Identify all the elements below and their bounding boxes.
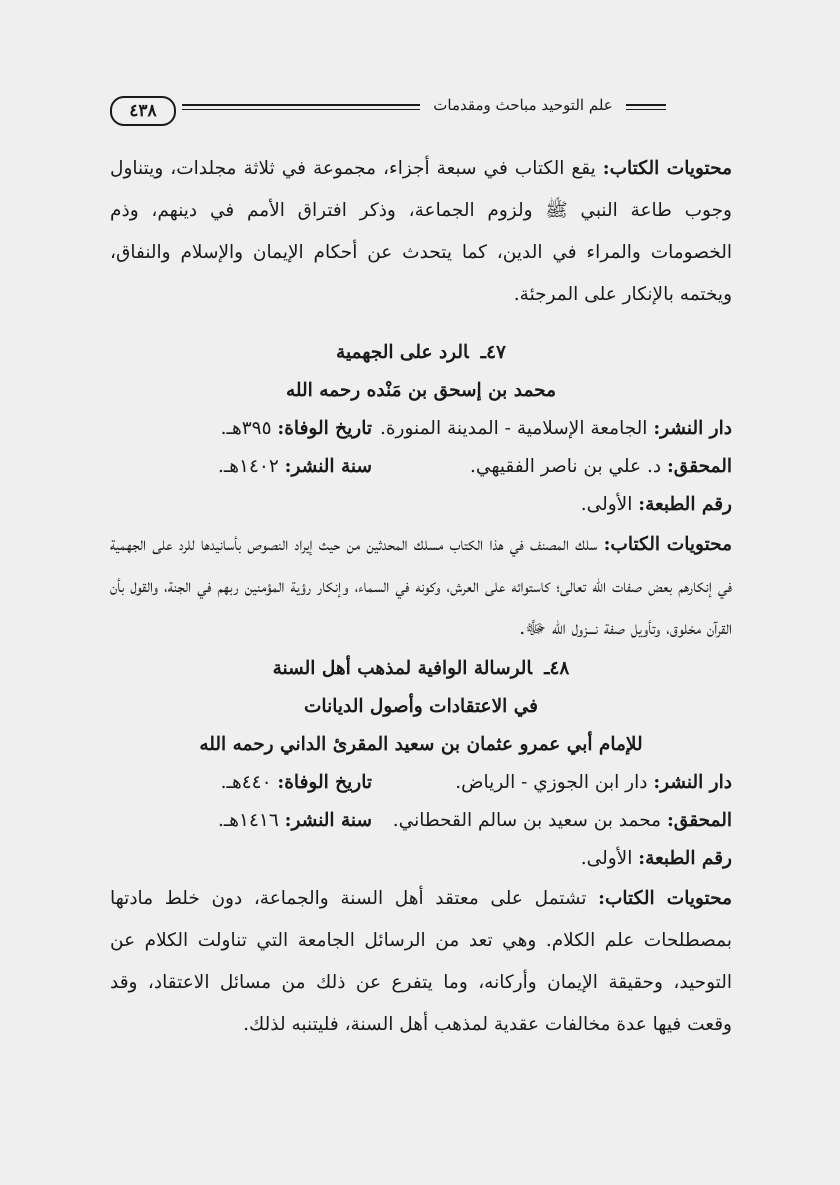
- header-rule-short: [626, 109, 666, 110]
- year-label: سنة النشر:: [284, 456, 372, 477]
- info-row: [110, 802, 732, 840]
- book-contents-paragraph: [110, 524, 732, 650]
- contents-text: تشتمل على معتقد أهل السنة والجماعة، دون خلط مادتها بمصطلحات علم الكلام. وهي تعد من الرسائل الجامعة التي تناولت الكلام عن التوحيد، وحقيقة الإيمان وأركانه، وما يتفرع عن ذلك من مسائل الاعتقاد، وقد وقعت فيها عدة مخالفات عقدية لمذهب أهل السنة، فليتنبه لذلك.: [110, 888, 732, 1035]
- edition-value: الأولى.: [580, 848, 633, 869]
- editor-field: [372, 448, 732, 486]
- edition-field: [581, 486, 732, 524]
- year-field: [110, 802, 372, 840]
- contents-text: سلك المصنف في هذا الكتاب مسلك المحدثين من حيث إيراد النصوص بأسانيدها للرد على الجهمية في إنكارهم بعض صفات الله تعالى؛ كاستوائه على العرش، وكونه في السماء، وإنكار رؤية المؤمنين ربهم في الجنة، والقول بأن القرآن مخلوق، وتأويل صفة نـــزول الله ﷻ.: [110, 534, 732, 639]
- book-title-47: [110, 334, 732, 372]
- info-row: [110, 840, 732, 878]
- editor-field: [372, 802, 732, 840]
- contents-label: محتويات الكتاب:: [603, 534, 732, 555]
- info-row: [110, 410, 732, 448]
- publisher-label: دار النشر:: [653, 418, 732, 439]
- publisher-value: دار ابن الجوزي - الرياض.: [455, 772, 648, 793]
- book-number: ٤٨ـ: [544, 658, 570, 679]
- year-value: ١٤١٦هـ.: [217, 810, 279, 831]
- book-title-text: الرسالة الوافية لمذهب أهل السنة: [272, 658, 533, 679]
- edition-value: الأولى.: [580, 494, 633, 515]
- info-row: [110, 764, 732, 802]
- year-field: [110, 448, 372, 486]
- book-title-line2: في الاعتقادات وأصول الديانات: [304, 696, 538, 717]
- edition-label: رقم الطبعة:: [638, 848, 732, 869]
- edition-label: رقم الطبعة:: [638, 494, 732, 515]
- death-field: [110, 410, 372, 448]
- year-label: سنة النشر:: [284, 810, 372, 831]
- editor-label: المحقق:: [666, 810, 732, 831]
- book-title-text: الرد على الجهمية: [336, 342, 469, 363]
- book-author: محمد بن إسحق بن مَنْده رحمه الله: [285, 380, 557, 401]
- page-body: [110, 148, 732, 1046]
- contents-label: محتويات الكتاب:: [602, 158, 732, 179]
- book-contents-paragraph: [110, 878, 732, 1046]
- death-label: تاريخ الوفاة:: [277, 772, 372, 793]
- death-value: ٣٩٥هـ.: [220, 418, 272, 439]
- editor-value: محمد بن سعيد بن سالم القحطاني.: [392, 810, 662, 831]
- book-author: للإمام أبي عمرو عثمان بن سعيد المقرئ الداني رحمه الله: [199, 734, 643, 755]
- publisher-field: [372, 410, 732, 448]
- year-value: ١٤٠٢هـ.: [217, 456, 279, 477]
- death-label: تاريخ الوفاة:: [277, 418, 372, 439]
- editor-label: المحقق:: [666, 456, 732, 477]
- page-number: ٤٣٨: [110, 96, 176, 126]
- header-rule: [182, 104, 420, 106]
- header-rule-short: [626, 104, 666, 106]
- edition-field: [581, 840, 732, 878]
- publisher-label: دار النشر:: [653, 772, 732, 793]
- editor-value: د. علي بن ناصر الفقيهي.: [470, 456, 662, 477]
- book-title-48: [110, 650, 732, 688]
- publisher-field: [372, 764, 732, 802]
- book-number: ٤٧ـ: [480, 342, 506, 363]
- death-field: [110, 764, 372, 802]
- contents-label: محتويات الكتاب:: [598, 888, 732, 909]
- intro-paragraph: [110, 148, 732, 316]
- publisher-value: الجامعة الإسلامية - المدينة المنورة.: [379, 418, 648, 439]
- info-row: [110, 448, 732, 486]
- contents-text: يقع الكتاب في سبعة أجزاء، مجموعة في ثلاثة مجلدات، ويتناول وجوب طاعة النبي ﷺ ولزوم الجماعة، وذكر افتراق الأمم في دينهم، وذم الخصومات والمراء في الدين، كما يتحدث عن أحكام الإيمان والإسلام والنفاق، ويختمه بالإنكار على المرجئة.: [110, 158, 732, 305]
- page-header: [110, 92, 732, 132]
- running-title: علم التوحيد مباحث ومقدمات: [433, 96, 613, 114]
- header-rule: [182, 109, 420, 110]
- info-row: [110, 486, 732, 524]
- death-value: ٤٤٠هـ.: [220, 772, 272, 793]
